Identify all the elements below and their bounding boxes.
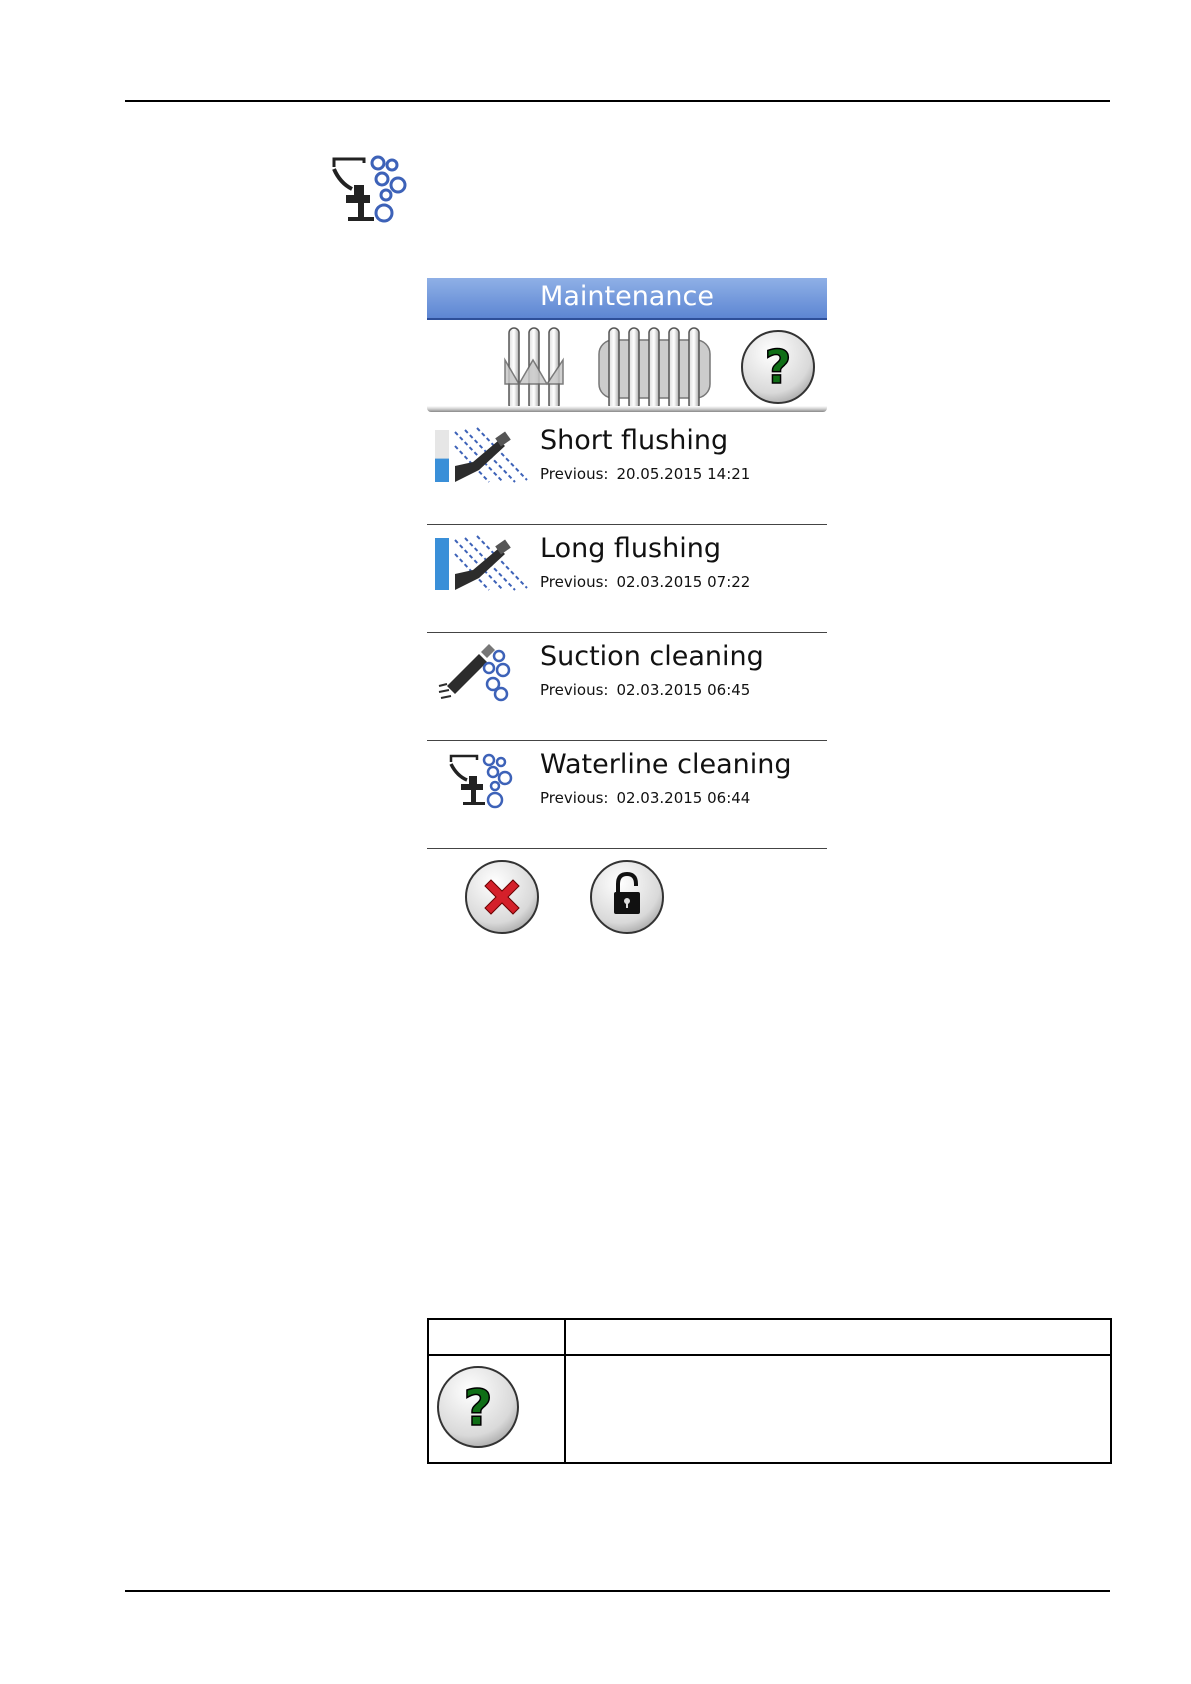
short-flushing-icon <box>433 426 528 486</box>
settings-slider-large-icon[interactable] <box>597 326 712 412</box>
maintenance-toolbar <box>427 320 827 412</box>
item-name: Long flushing <box>540 533 721 564</box>
maintenance-title-bar <box>427 278 827 320</box>
maintenance-title: Maintenance <box>540 281 714 312</box>
legend-header-right <box>565 1319 1111 1355</box>
waterline-cleaning-icon <box>433 750 528 810</box>
item-previous: Previous: 20.05.2015 14:21 <box>540 465 751 483</box>
legend-description <box>565 1355 1111 1463</box>
help-button[interactable] <box>739 328 817 406</box>
svg-text:?: ? <box>463 1379 493 1437</box>
help-question-icon <box>435 1364 521 1450</box>
suction-cleaning-icon <box>433 642 528 702</box>
toolbar-separator <box>427 406 827 412</box>
item-previous-timestamp: 02.03.2015 06:44 <box>616 789 751 807</box>
legend-header-left <box>428 1319 565 1355</box>
item-previous: Previous: 02.03.2015 07:22 <box>540 573 751 591</box>
top-rule <box>125 100 1110 102</box>
maintenance-item-long-flushing[interactable] <box>427 526 827 633</box>
item-name: Waterline cleaning <box>540 749 792 780</box>
legend-icon-cell <box>428 1355 565 1463</box>
svg-text:?: ? <box>764 340 792 394</box>
maintenance-item-short-flushing[interactable] <box>427 418 827 525</box>
item-previous-timestamp: 02.03.2015 06:45 <box>616 681 751 699</box>
item-previous: Previous: 02.03.2015 06:44 <box>540 789 751 807</box>
long-flushing-icon <box>433 534 528 594</box>
bottom-rule <box>125 1590 1110 1592</box>
settings-slider-small-icon[interactable] <box>503 326 565 412</box>
maintenance-item-waterline-cleaning[interactable] <box>427 742 827 849</box>
unlock-button[interactable] <box>588 858 666 936</box>
cancel-button[interactable] <box>463 858 541 936</box>
waterline-cleaning-icon <box>330 155 410 225</box>
item-name: Short flushing <box>540 425 729 456</box>
legend-table <box>427 1318 1112 1464</box>
item-previous-timestamp: 02.03.2015 07:22 <box>616 573 751 591</box>
maintenance-item-suction-cleaning[interactable] <box>427 634 827 741</box>
item-previous-timestamp: 20.05.2015 14:21 <box>616 465 751 483</box>
item-previous: Previous: 02.03.2015 06:45 <box>540 681 751 699</box>
maintenance-panel <box>427 278 827 940</box>
item-name: Suction cleaning <box>540 641 764 672</box>
